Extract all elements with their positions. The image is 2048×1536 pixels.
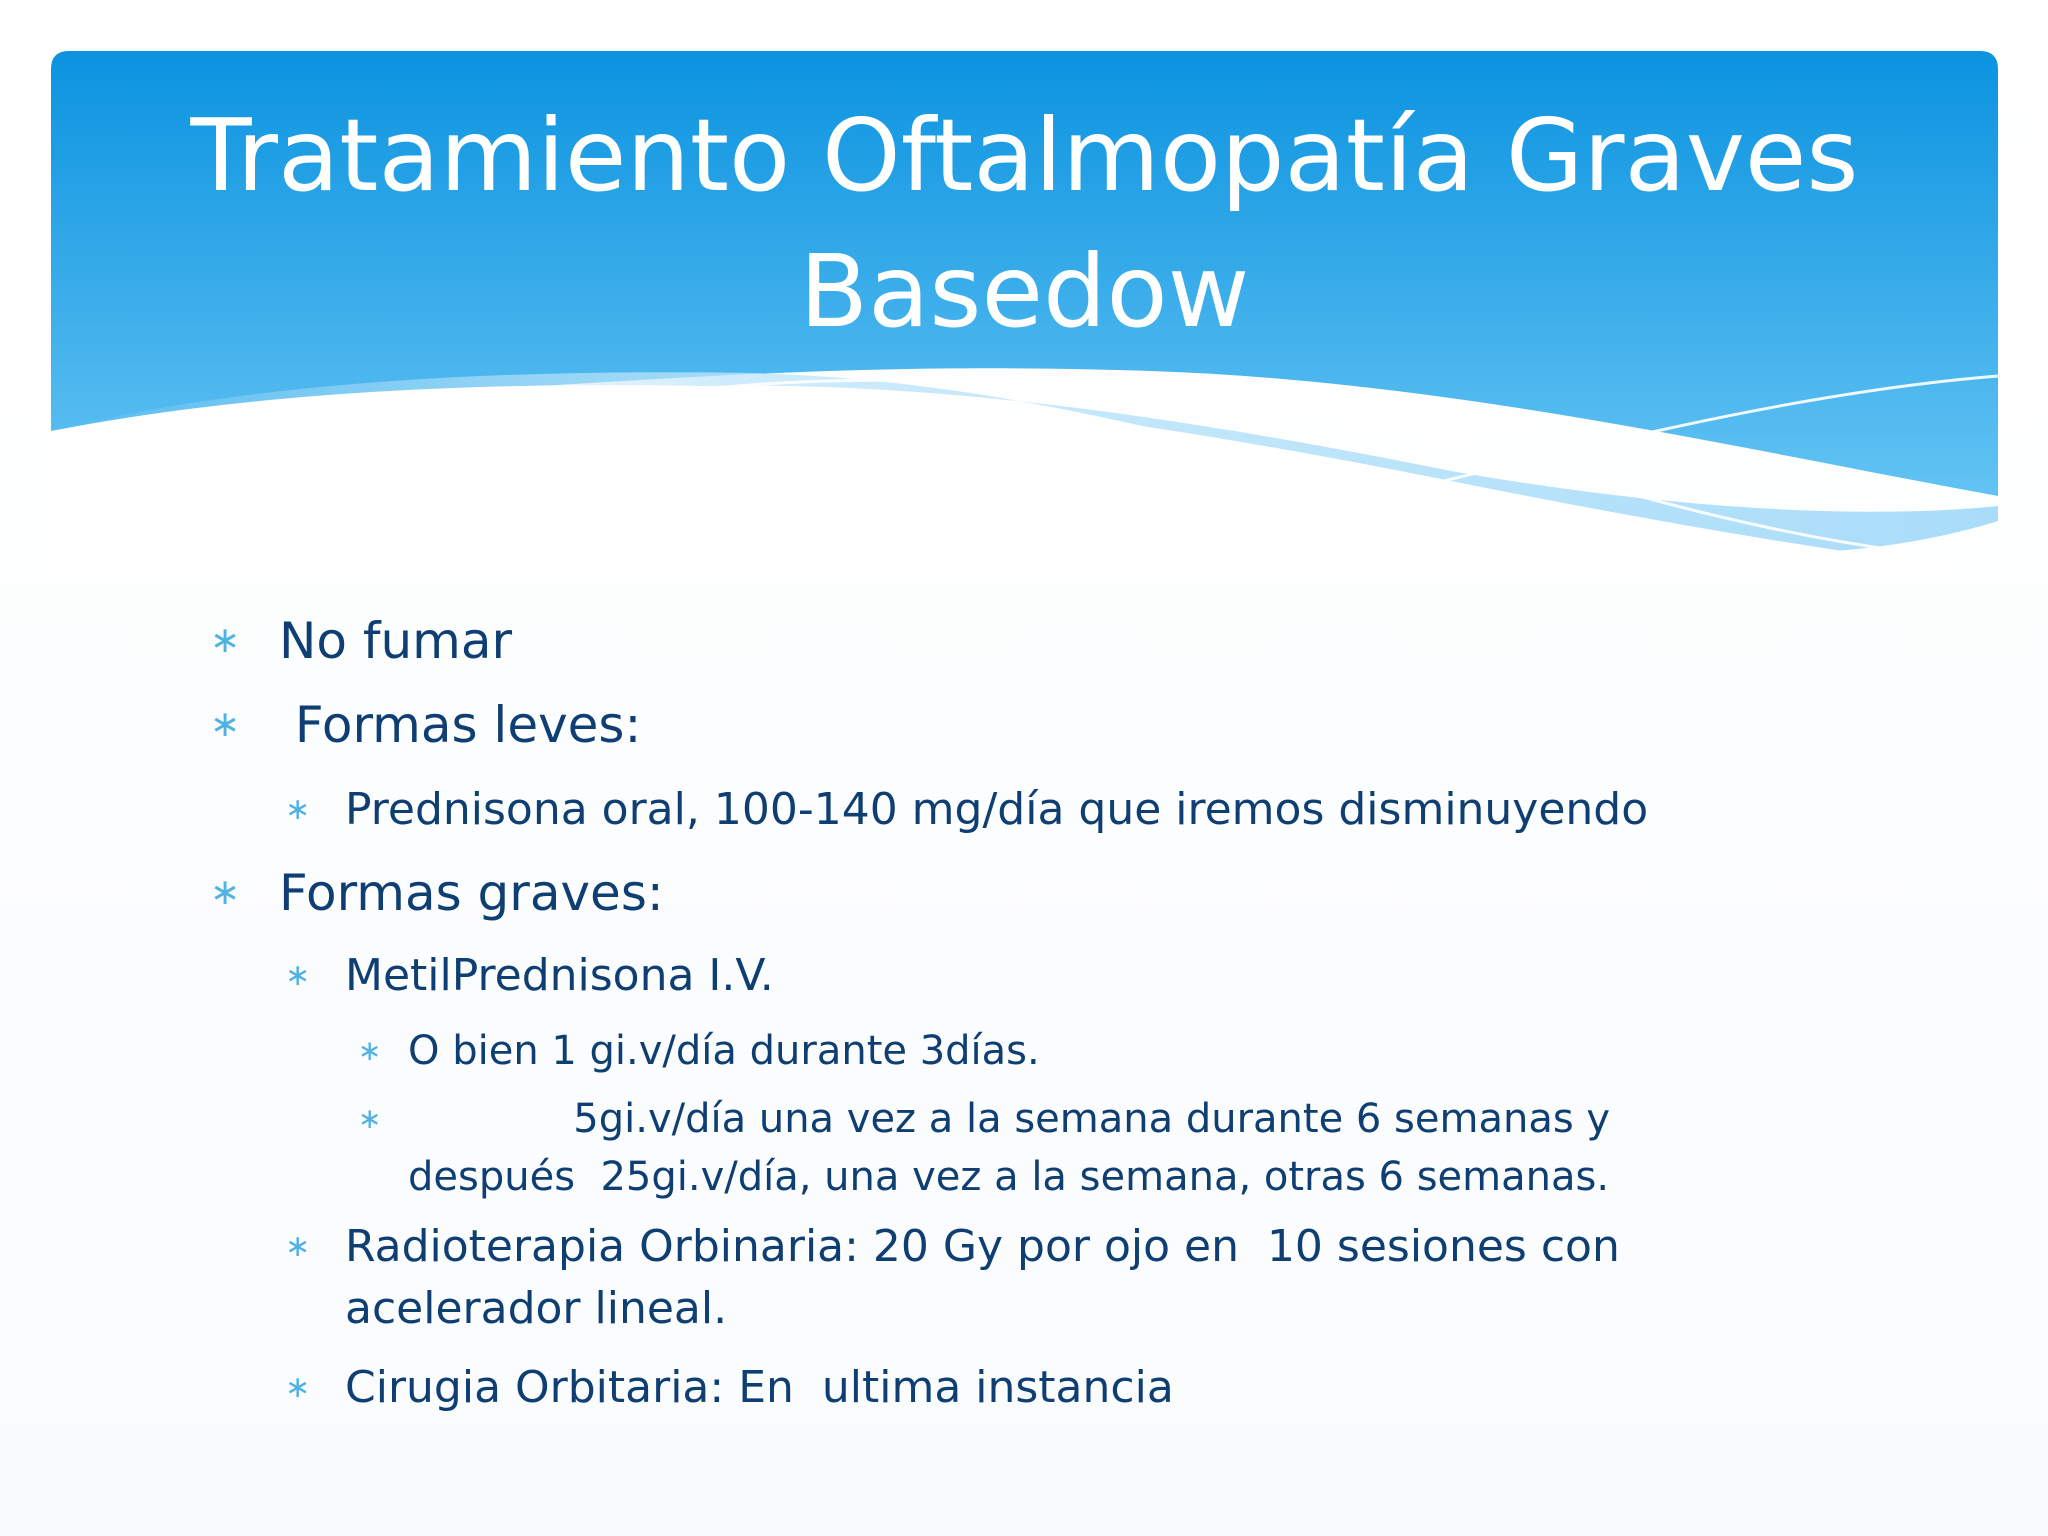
bullet-text: Cirugia Orbitaria: En ultima instancia <box>345 1362 1174 1413</box>
bullet-text: O bien 1 gi.v/día durante 3días. <box>408 1028 1040 1074</box>
bullet-marker-icon: ∗ <box>358 1034 382 1067</box>
bullet-item-level-2 <box>210 1350 1770 1426</box>
slide-title-line-1: Tratamiento Oftalmopatía Graves <box>190 97 1859 214</box>
bullet-marker-icon: ∗ <box>285 792 311 827</box>
bullet-item-level-2 <box>210 772 1770 848</box>
bullet-marker-icon: ∗ <box>285 1229 311 1264</box>
bullet-item-level-2 <box>210 938 1770 1014</box>
bullet-text: 5gi.v/día una vez a la semana durante 6 semanas y después 25gi.v/día, una vez a la semana, otras 6 semanas. <box>408 1096 1611 1200</box>
bullet-marker-icon: ∗ <box>285 958 311 993</box>
bullet-item-level-3 <box>210 1090 1770 1206</box>
bullet-text: Formas graves: <box>279 864 664 922</box>
bullet-marker-icon: ∗ <box>210 704 241 745</box>
bullet-list <box>210 600 1770 1426</box>
bullet-item-level-3 <box>210 1018 1770 1084</box>
bullet-text: Prednisona oral, 100-140 mg/día que iremos disminuyendo <box>345 784 1649 835</box>
bullet-marker-icon: ∗ <box>358 1102 382 1135</box>
slide-title <box>51 88 1998 360</box>
bullet-marker-icon: ∗ <box>210 620 241 661</box>
bullet-text: No fumar <box>279 612 513 670</box>
bullet-item-level-1 <box>210 852 1770 934</box>
bullet-item-level-1 <box>210 684 1770 766</box>
bullet-text: MetilPrednisona I.V. <box>345 950 774 1001</box>
bullet-item-level-2 <box>210 1216 1770 1340</box>
slide-title-line-2: Basedow <box>799 233 1250 350</box>
bullet-marker-icon: ∗ <box>210 872 241 913</box>
bullet-marker-icon: ∗ <box>285 1370 311 1405</box>
bullet-text: Radioterapia Orbinaria: 20 Gy por ojo en 10 sesiones con acelerador lineal. <box>345 1221 1620 1334</box>
bullet-item-level-1 <box>210 600 1770 682</box>
bullet-text: Formas leves: <box>279 696 642 754</box>
